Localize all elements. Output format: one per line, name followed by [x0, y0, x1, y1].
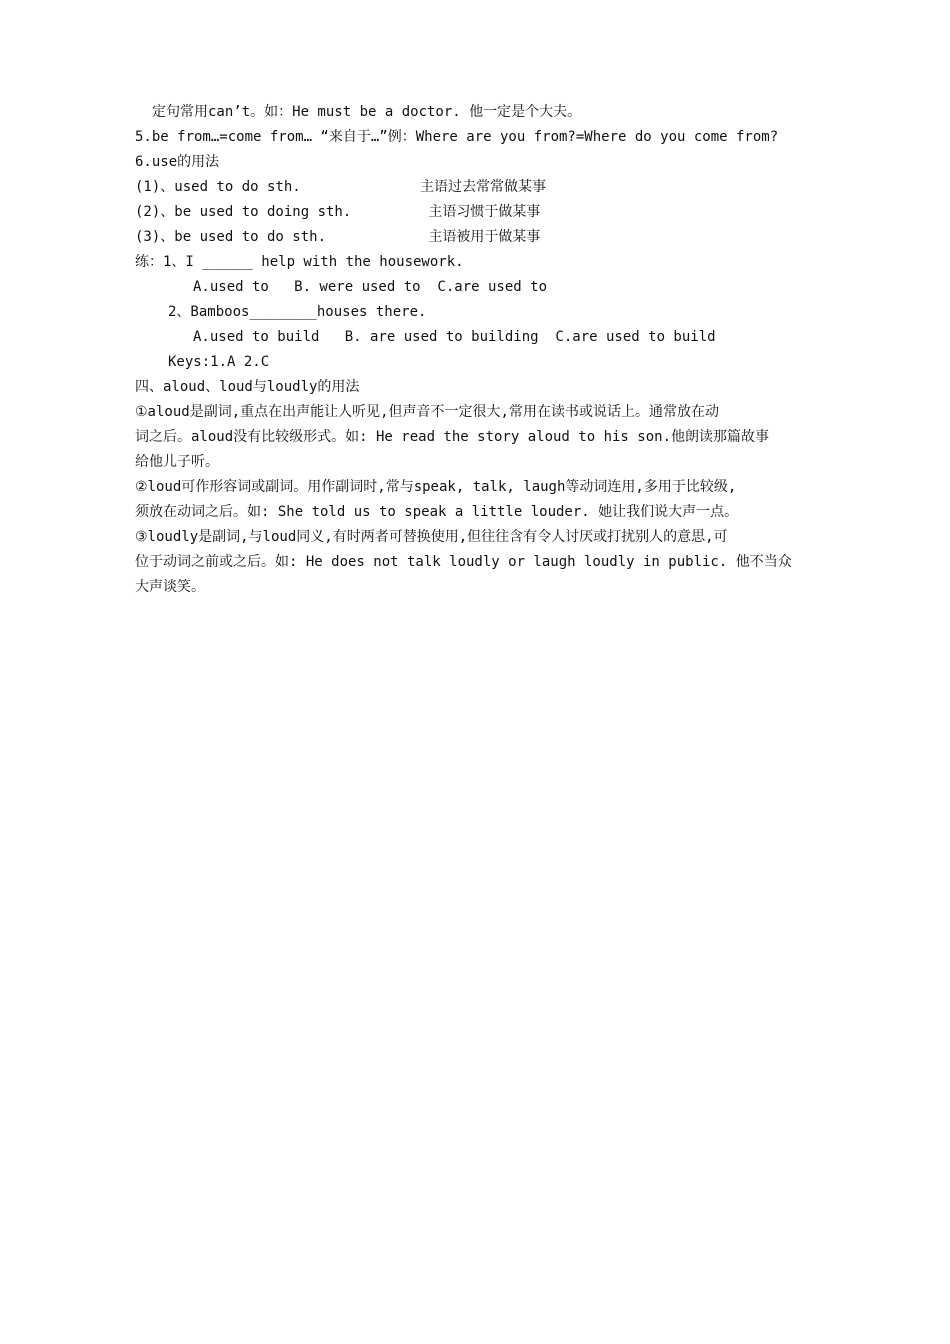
- practice-options-2: A.used to build B. are used to building C.are used to build: [193, 329, 716, 345]
- paragraph-line: 位于动词之前或之后。如: He does not talk loudly or laugh loudly in public. 他不当众: [135, 554, 792, 570]
- paragraph-loud: [135, 475, 840, 525]
- paragraph-line: ②loud可作形容词或副词。用作副词时,常与speak, talk, laugh等动词连用,多用于比较级,: [135, 479, 737, 495]
- paragraph-line: ①aloud是副词,重点在出声能让人听见,但声音不一定很大,常用在读书或说话上。通常放在动: [135, 404, 719, 420]
- text-line-modal-note: 定句常用can’t。如：He must be a doctor. 他一定是个大夫。: [152, 104, 582, 120]
- usage-row-2: [135, 200, 840, 225]
- usage-row-3: [135, 225, 840, 250]
- usage-zh-1: 主语过去常常做某事: [420, 179, 546, 195]
- paragraph-line: 词之后。aloud没有比较级形式。如: He read the story aloud to his son.他朗读那篇故事: [135, 429, 770, 445]
- practice-keys: Keys:1.A 2.C: [168, 354, 270, 370]
- practice-options-1: A.used to B. were used to C.are used to: [193, 279, 548, 295]
- usage-zh-2: 主语习惯于做某事: [420, 204, 541, 220]
- paragraph-line: 须放在动词之后。如: She told us to speak a little louder. 她让我们说大声一点。: [135, 504, 739, 520]
- heading-use-usage: 6.use的用法: [135, 154, 220, 170]
- practice-question-1: 练：1、I ______ help with the housework.: [135, 254, 464, 270]
- section-heading-aloud-loud-loudly: 四、aloud、loud与loudly的用法: [135, 379, 360, 395]
- usage-row-1: [135, 175, 840, 200]
- paragraph-line: 大声谈笑。: [135, 579, 205, 595]
- paragraph-line: ③loudly是副词,与loud同义,有时两者可替换使用,但往往含有令人讨厌或打扰别人的意思,可: [135, 529, 728, 545]
- paragraph-line: 给他儿子听。: [135, 454, 219, 470]
- paragraph-loudly: [135, 525, 840, 600]
- document-page: [135, 100, 840, 600]
- paragraph-aloud: [135, 400, 840, 475]
- usage-en-2: (2)、be used to doing sth.: [135, 204, 352, 220]
- text-line-be-from: 5.be from…=come from… “来自于…”例：Where are you from?=Where do you come from?: [135, 129, 779, 145]
- usage-en-1: (1)、used to do sth.: [135, 179, 301, 195]
- usage-en-3: (3)、be used to do sth.: [135, 229, 327, 245]
- usage-zh-3: 主语被用于做某事: [420, 229, 541, 245]
- practice-question-2: 2、Bamboos________houses there.: [168, 304, 427, 320]
